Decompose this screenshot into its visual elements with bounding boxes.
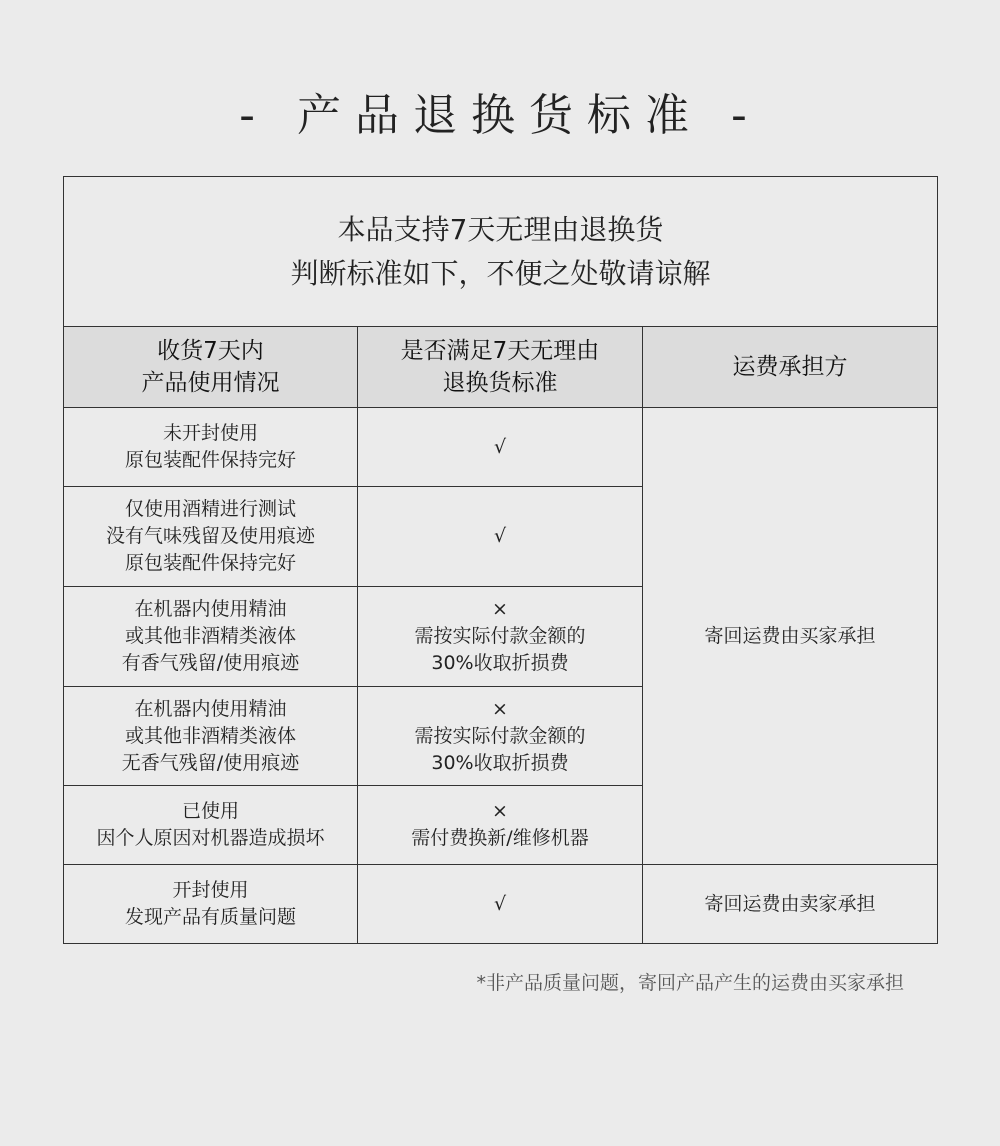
cross-mark: × xyxy=(492,598,508,620)
page-title: - 产品退换货标准 - xyxy=(239,90,761,141)
table-row-eligibility xyxy=(358,687,643,786)
usage-line: 发现产品有质量问题 xyxy=(124,906,296,928)
footnote: *非产品质量问题，寄回产品产生的运费由买家承担 xyxy=(476,972,904,994)
usage-line: 或其他非酒精类液体 xyxy=(124,724,296,747)
header-usage-line: 收货7天内 xyxy=(157,338,264,364)
table-row-eligibility xyxy=(358,587,643,687)
table-row-eligibility xyxy=(358,786,643,865)
usage-line: 或其他非酒精类液体 xyxy=(124,625,296,647)
return-policy-table xyxy=(63,176,938,944)
header-usage-line: 产品使用情况 xyxy=(141,370,280,396)
check-mark: √ xyxy=(493,435,507,458)
eligibility-line: 30%收取折损费 xyxy=(431,751,569,774)
shipping-buyer-cell xyxy=(643,408,937,865)
intro-line-1: 本品支持7天无理由退换货 xyxy=(337,212,664,246)
policy-intro xyxy=(64,177,937,327)
cross-mark: × xyxy=(492,800,508,822)
eligibility-line: 需付费换新/维修机器 xyxy=(411,827,589,849)
usage-line: 没有气味残留及使用痕迹 xyxy=(105,525,315,547)
header-shipping-line: 运费承担方 xyxy=(732,354,848,380)
usage-line: 在机器内使用精油 xyxy=(134,697,287,720)
header-usage xyxy=(64,327,358,408)
header-eligibility-line: 是否满足7天无理由 xyxy=(400,338,600,364)
table-row-eligibility xyxy=(358,408,643,487)
eligibility-line: 需按实际付款金额的 xyxy=(414,724,586,747)
table-row-usage xyxy=(64,687,358,786)
eligibility-line: 30%收取折损费 xyxy=(431,652,569,674)
usage-line: 原包装配件保持完好 xyxy=(124,552,296,574)
table-row-usage xyxy=(64,587,358,687)
usage-line: 有香气残留/使用痕迹 xyxy=(121,652,300,674)
usage-line: 未开封使用 xyxy=(162,422,258,444)
usage-line: 因个人原因对机器造成损坏 xyxy=(96,827,325,849)
table-row-eligibility xyxy=(358,487,643,587)
usage-line: 仅使用酒精进行测试 xyxy=(124,498,296,520)
table-row-eligibility xyxy=(358,865,643,943)
usage-line: 无香气残留/使用痕迹 xyxy=(121,751,300,774)
table-row-usage xyxy=(64,865,358,943)
usage-line: 原包装配件保持完好 xyxy=(124,449,296,471)
usage-line: 在机器内使用精油 xyxy=(134,598,287,620)
header-eligibility xyxy=(358,327,643,408)
check-mark: √ xyxy=(493,892,507,915)
header-shipping xyxy=(643,327,937,408)
header-eligibility-line: 退换货标准 xyxy=(442,370,558,396)
table-row-usage xyxy=(64,786,358,865)
table-row-usage xyxy=(64,487,358,587)
eligibility-line: 需按实际付款金额的 xyxy=(414,625,586,647)
shipping-seller-text: 寄回运费由卖家承担 xyxy=(704,892,876,915)
shipping-seller-cell xyxy=(643,865,937,943)
intro-line-2: 判断标准如下，不便之处敬请谅解 xyxy=(290,256,711,290)
shipping-buyer-text: 寄回运费由买家承担 xyxy=(704,624,876,647)
table-row-usage xyxy=(64,408,358,487)
usage-line: 已使用 xyxy=(181,800,239,822)
usage-line: 开封使用 xyxy=(172,879,249,901)
check-mark: √ xyxy=(493,525,507,547)
cross-mark: × xyxy=(492,697,508,720)
